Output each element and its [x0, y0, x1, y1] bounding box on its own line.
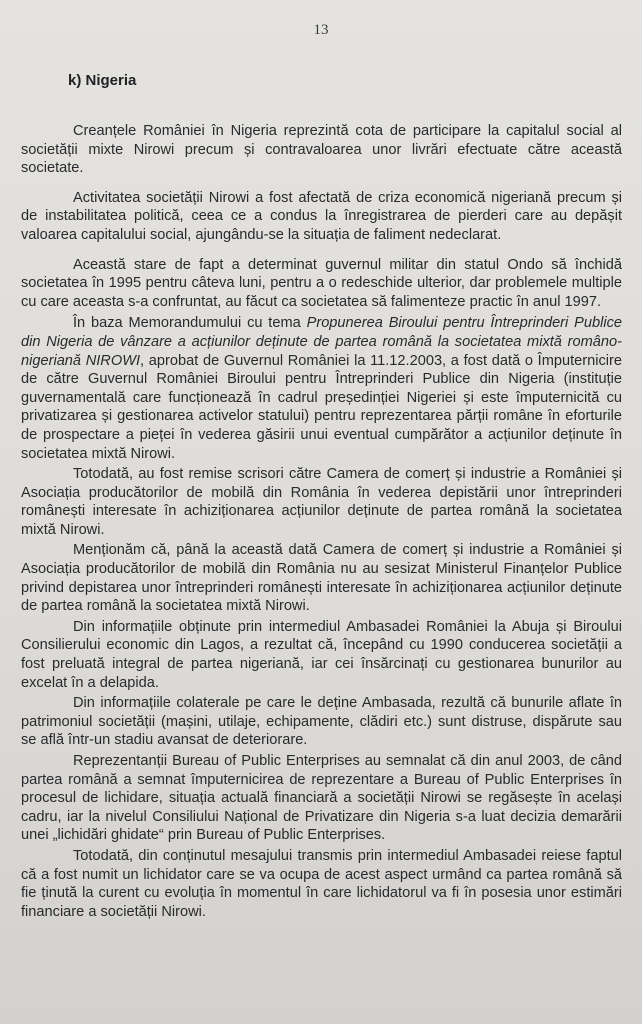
paragraph-4-intro: În baza Memorandumului cu tema — [73, 315, 307, 332]
paragraph-10: Totodată, din conținutul mesajului transmis prin intermediul Ambasadei reiese faptul că a fost numit un lichidator care se va ocupa de acest aspect urmând ca partea română să fie ținută la curent cu evoluția în momentul în care lichidatorul va fi în posesia unor estimări financiare a societății Nirowi. — [21, 847, 622, 920]
memorandum-title: Propunerea Biroului pentru Întreprinderi Publice din Nigeria de vânzare a acțiunilor deținute de partea română la societatea mixtă româno-nigeriană NIROWI — [21, 315, 622, 369]
paragraph-8: Din informațiile colaterale pe care le deține Ambasada, rezultă că bunurile aflate în patrimoniul societății (mașini, utilaje, echipamente, clădiri etc.) sunt distruse, dispărute sau se află într-un stadiu avansat de deteriorare. — [21, 695, 622, 749]
paragraph-6: Menționăm că, până la această dată Camera de comerț și industrie a României și Asociația producătorilor de mobilă din România nu au sesizat Ministerul Finanțelor Publice privind depistarea unor întreprinderi românești interesate în achiziționarea acțiunilor deținute de partea română la societatea mixtă Nirowi. — [21, 542, 622, 615]
paragraph-4 — [21, 314, 622, 463]
paragraph-1: Creanțele României în Nigeria reprezintă cota de participare la capitalul social al societății mixte Nirowi precum și contravaloarea unor livrări efectuate către această societate. — [21, 123, 622, 177]
paragraph-7: Din informațiile obținute prin intermediul Ambasadei României la Abuja și Biroului Consilierului economic din Lagos, a rezultat că, începând cu 1990 conducerea societății a fost preluată integral de partea nigeriană, iar cei însărcinați cu gestionarea bunurilor au excelat în a delapida. — [21, 618, 622, 691]
paragraph-9: Reprezentanții Bureau of Public Enterprises au semnalat că din anul 2003, de când partea română a semnat împuternicirea de reprezentare a Bureau of Public Enterprises în procesul de lichidare, situația actuală financiară a societății Nirowi se regăsește în același cadru, iar la nivelul Consiliului Național de Privatizare din Nigeria s-a luat decizia demarării unei „lichidări ghidate“ prin Bureau of Public Enterprises. — [21, 753, 622, 844]
paragraph-5: Totodată, au fost remise scrisori către Camera de comerț și industrie a României și Asociația producătorilor de mobilă din România în vederea depistării unor întreprinderi românești interesate în achiziționarea acțiunilor deținute de partea română la societatea mixtă Nirowi. — [21, 466, 622, 538]
paragraph-4-rest: , aprobat de Guvernul României la 11.12.2003, a fost dată o Împuternicire de către Guvernul României Biroului pentru Întreprinderi Publice din Nigeria (instituție guvernamentală care funcționează în cadrul președinției Nigeriei și este împuternicită cu privatizarea și gestionarea activelor statului) pentru reprezentarea părții române în eforturile de prospectare a pieței în vederea găsirii unui eventual cumpărător a acțiunilor deținute în societatea mixtă Nirowi. — [21, 352, 623, 462]
body-text — [21, 122, 622, 923]
section-heading: k) Nigeria — [68, 72, 137, 89]
paragraph-2: Activitatea societății Nirowi a fost afectată de criza economică nigeriană precum și de instabilitatea politică, ceea ce a condus la înregistrarea de pierderi care au depășit valoarea capitalului social, ajungându-se la situația de faliment nedeclarat. — [21, 189, 622, 243]
paragraph-3: Această stare de fapt a determinat guvernul militar din statul Ondo să închidă societatea în 1995 pentru câteva luni, pentru a o redeschide ulterior, dar problemele multiple cu care aceasta s-a confruntat, au făcut ca societatea să falimenteze practic în anul 1997. — [21, 256, 622, 310]
page-number: 13 — [313, 22, 329, 38]
